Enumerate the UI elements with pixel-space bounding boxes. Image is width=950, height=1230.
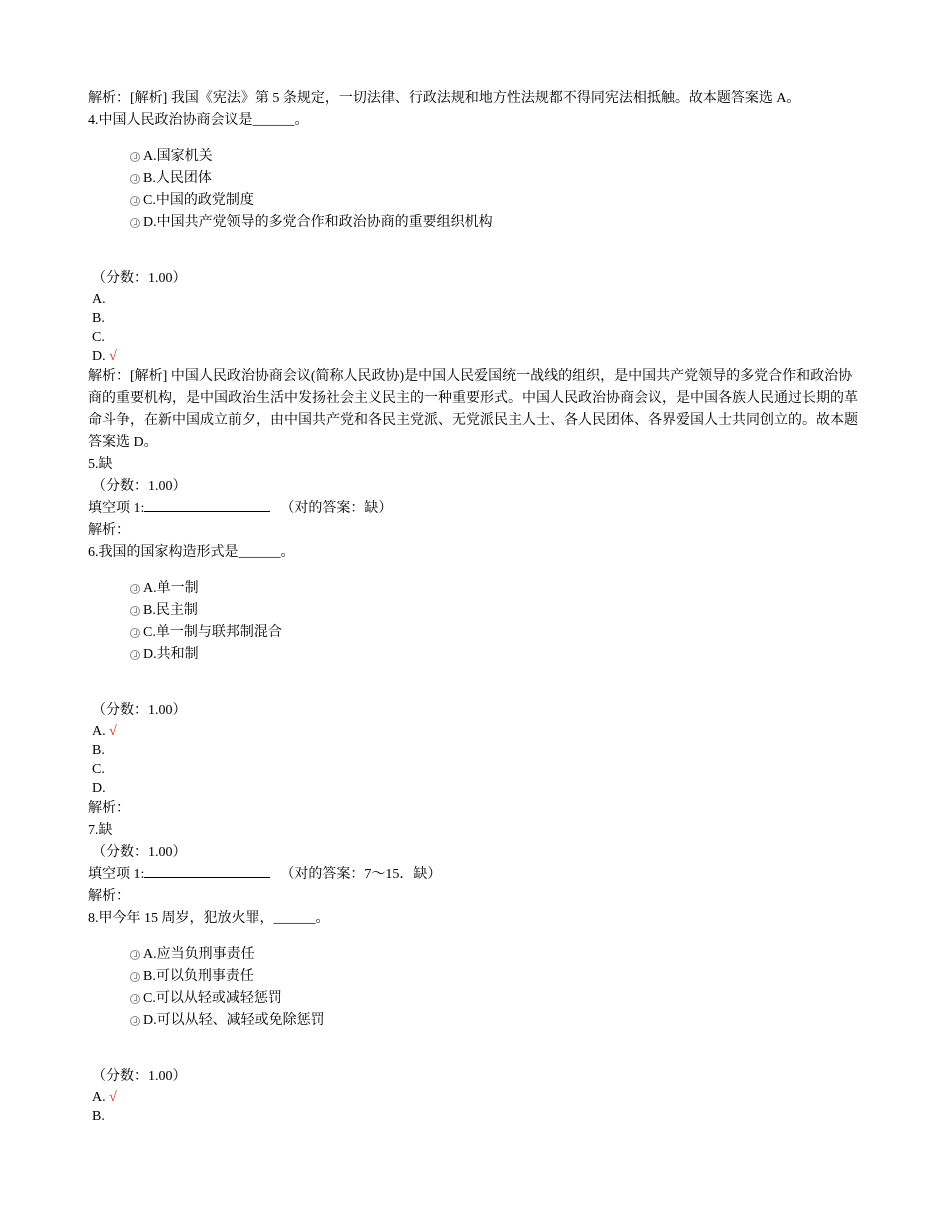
- radio-icon[interactable]: [130, 174, 140, 184]
- q5-analysis: 解析：: [88, 523, 130, 538]
- letter-label: A.: [92, 724, 106, 739]
- q6-letter-a: [88, 722, 860, 741]
- q8-letter-a: [88, 1088, 860, 1107]
- q4-letter-b: B.: [92, 311, 105, 326]
- fill-label: 填空项 1:: [88, 501, 145, 516]
- q8-option-a[interactable]: [130, 944, 860, 966]
- q4-letter-c: C.: [92, 330, 105, 345]
- option-label: B.民主制: [143, 603, 198, 618]
- q6-option-b[interactable]: [130, 600, 860, 622]
- fill-label: 填空项 1:: [88, 867, 145, 882]
- q6-letter-c: C.: [92, 762, 105, 777]
- option-label: B.人民团体: [143, 171, 212, 186]
- q6-question: 6.我国的国家构造形式是______。: [88, 545, 295, 560]
- q6-letter-b: B.: [92, 743, 105, 758]
- q4-options: [88, 146, 860, 234]
- option-label: C.中国的政党制度: [143, 193, 254, 208]
- q4-option-a[interactable]: [130, 146, 860, 168]
- q8-letter-b: B.: [92, 1109, 105, 1124]
- radio-icon[interactable]: [130, 994, 140, 1004]
- option-label: A.国家机关: [143, 149, 213, 164]
- letter-label: A.: [92, 1090, 106, 1105]
- radio-icon[interactable]: [130, 1016, 140, 1026]
- option-label: C.可以从轻或减轻惩罚: [143, 991, 282, 1006]
- correct-check-icon: √: [109, 349, 117, 364]
- radio-icon[interactable]: [130, 196, 140, 206]
- q6-option-d[interactable]: [130, 644, 860, 666]
- q6-option-a[interactable]: [130, 578, 860, 600]
- option-label: D.中国共产党领导的多党合作和政治协商的重要组织机构: [143, 215, 493, 230]
- q4-letter-d: [88, 347, 860, 366]
- option-label: D.可以从轻、减轻或免除惩罚: [143, 1013, 325, 1028]
- exam-page: [88, 88, 860, 1126]
- q4-option-c[interactable]: [130, 190, 860, 212]
- radio-icon[interactable]: [130, 218, 140, 228]
- radio-icon[interactable]: [130, 606, 140, 616]
- correct-check-icon: √: [109, 1090, 117, 1105]
- q8-option-c[interactable]: [130, 988, 860, 1010]
- q4-option-b[interactable]: [130, 168, 860, 190]
- radio-icon[interactable]: [130, 650, 140, 660]
- option-label: C.单一制与联邦制混合: [143, 625, 282, 640]
- q8-score: （分数：1.00）: [92, 1069, 187, 1084]
- q4-question: 4.中国人民政治协商会议是______。: [88, 113, 309, 128]
- q4-letter-a: A.: [92, 292, 106, 307]
- q8-options: [88, 944, 860, 1032]
- letter-label: D.: [92, 349, 106, 364]
- q5-score: （分数：1.00）: [92, 479, 187, 494]
- q7-question: 7.缺: [88, 823, 113, 838]
- q5-fill-row: [88, 498, 860, 520]
- q8-question: 8.甲今年 15 周岁，犯放火罪，______。: [88, 911, 330, 926]
- radio-icon[interactable]: [130, 972, 140, 982]
- q5-question: 5.缺: [88, 457, 113, 472]
- q3-analysis: 解析：[解析] 我国《宪法》第 5 条规定，一切法律、行政法规和地方性法规都不得同宪法相抵触。故本题答案选 A。: [88, 91, 801, 106]
- q6-analysis: 解析：: [88, 801, 130, 816]
- radio-icon[interactable]: [130, 152, 140, 162]
- correct-answer: （对的答案：缺）: [280, 501, 393, 516]
- option-label: A.应当负刑事责任: [143, 947, 255, 962]
- option-label: B.可以负刑事责任: [143, 969, 254, 984]
- q7-fill-row: [88, 864, 860, 886]
- correct-check-icon: √: [109, 724, 117, 739]
- q6-score: （分数：1.00）: [92, 703, 187, 718]
- q7-score: （分数：1.00）: [92, 845, 187, 860]
- q8-option-d[interactable]: [130, 1010, 860, 1032]
- fill-blank[interactable]: [144, 498, 270, 512]
- q4-analysis: 解析：[解析] 中国人民政治协商会议(简称人民政协)是中国人民爱国统一战线的组织，是中国共产党领导的多党合作和政治协商的重要机构，是中国政治生活中发扬社会主义民主的一种重要形式。中国人民政治协商会议，是中国各族人民通过长期的革命斗争，在新中国成立前夕，由中国共产党和各民主党派、无党派民主人士、各人民团体、各界爱国人士共同创立的。故本题答案选 D。: [88, 369, 858, 450]
- radio-icon[interactable]: [130, 950, 140, 960]
- option-label: A.单一制: [143, 581, 199, 596]
- q4-score: （分数：1.00）: [92, 271, 187, 286]
- q7-analysis: 解析：: [88, 889, 130, 904]
- q6-option-c[interactable]: [130, 622, 860, 644]
- radio-icon[interactable]: [130, 628, 140, 638]
- q8-option-b[interactable]: [130, 966, 860, 988]
- correct-answer: （对的答案：7～15．缺）: [280, 867, 442, 882]
- radio-icon[interactable]: [130, 584, 140, 594]
- q4-option-d[interactable]: [130, 212, 860, 234]
- q6-options: [88, 578, 860, 666]
- fill-blank[interactable]: [144, 864, 270, 878]
- q6-letter-d: D.: [92, 781, 106, 796]
- option-label: D.共和制: [143, 647, 199, 662]
